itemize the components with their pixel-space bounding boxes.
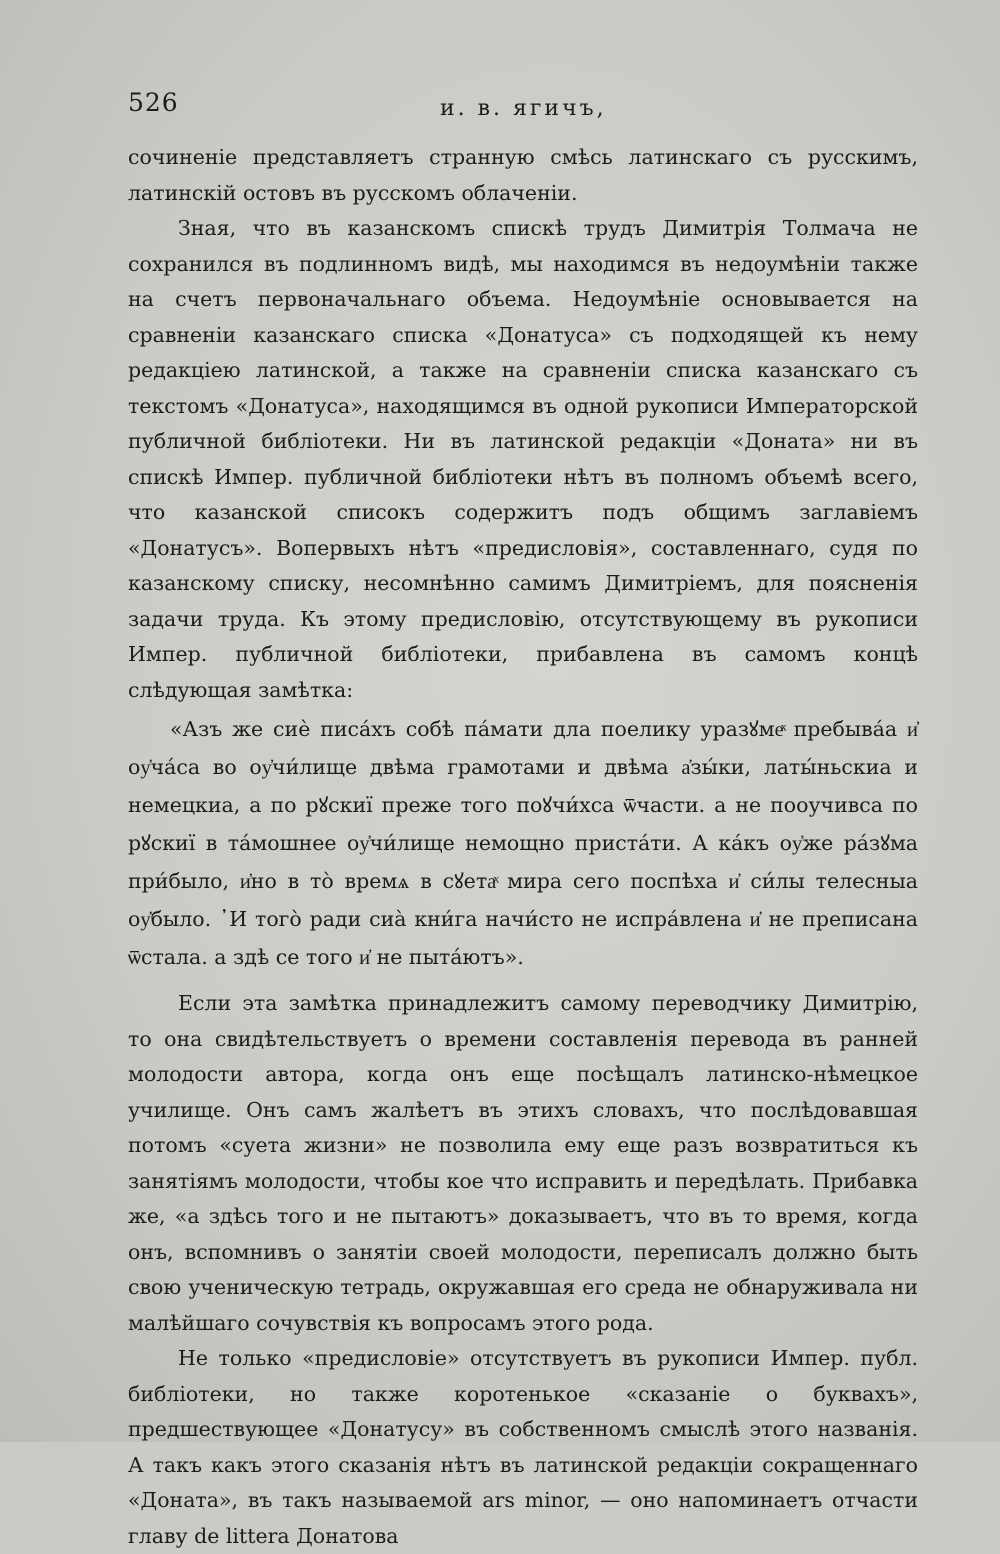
body-text [128,140,918,1554]
paragraph-continuation: сочиненіе представляетъ странную смѣсь латинскаго съ русскимъ, латинскій остовъ въ русскомъ облаченіи. [128,145,918,205]
paragraph-kazan-list: Зная, что въ казанскомъ спискѣ трудъ Димитрія Толмача не сохранился въ подлинномъ видѣ, мы находимся въ недоумѣніи также на счетъ первоначальнаго объема. Недоумѣніе основывается на сравненіи казанскаго списка «Донатуса» съ подходящей къ нему редакціею латинской, а также на сравненіи списка казанскаго съ текстомъ «Донатуса», находящимся въ одной рукописи Императорской публичной библіотеки. Ни въ латинской редакціи «Доната» ни въ спискѣ Импер. публичной библіотеки нѣтъ въ полномъ объемѣ всего, что казанской списокъ содержитъ подъ общимъ заглавіемъ «Донатусъ». Вопервыхъ нѣтъ «предисловія», составленнаго, судя по казанскому списку, несомнѣнно самимъ Димитріемъ, для поясненія задачи труда. Къ этому предисловію, отсутствующему въ рукописи Импер. публичной библіотеки, прибавлена въ самомъ концѣ слѣдующая замѣтка: [128,216,918,702]
running-head: и. в. ягичъ, [440,96,607,121]
paragraph-preface: Не только «предисловіе» отсутствуетъ въ рукописи Импер. публ. библіотеки, но также коротенькое «сказаніе о буквахъ», предшествующее «Донатусу» въ собственномъ смыслѣ этого названія. А такъ какъ этого сказанія нѣтъ въ латинской редакціи сокращеннаго «Доната», въ такъ называемой ars minor, — оно напоминаетъ отчасти главу de littera Донатова [128,1346,918,1548]
paragraph-translator: Если эта замѣтка принадлежитъ самому переводчику Димитрію, то она свидѣтельствуетъ о времени составленія перевода въ ранней молодости автора, когда онъ еще посѣщалъ латинско-нѣмецкое училище. Онъ самъ жалѣетъ въ этихъ словахъ, что послѣдовавшая потомъ «суета жизни» не позволила ему еще разъ возвратиться къ занятіямъ молодости, чтобы кое что исправить и передѣлать. Прибавка же, «а здѣсь того и не пытаютъ» доказываетъ, что въ то время, когда онъ, вспомнивъ о занятіи своей молодости, переписалъ должно быть свою ученическую тетрадь, окружавшая его среда не обнаруживала ни малѣйшаго сочувствія къ вопросамъ этого рода. [128,991,918,1335]
page-number: 526 [128,88,179,117]
quoted-note: «Азъ же сиѐ писа́хъ собѣ па́мати дла поелику уразꙋмеͯ пребыва́а и҆ оу҆ча́са во оу҆чи́лище двѣма грамотами и двѣма а҆зы́ки, латы́ньскиа и немецкиа, а по рꙋскиї преже того поꙋчи́хса ѿчасти. а не пооучивса по рꙋскиї в та́мошнее оу҆чи́лище немощно приста́ти. А ка́къ оу҆же ра́зꙋма при́было, и҆но в то̀ времѧ в сꙋетаͯ мира сего поспѣха и҆ си́лы телесныа оу҆было. ᾿И того̀ ради сиа̀ кни́га начи́сто не испра́влена и҆ не преписана ѿстала. а здѣ се того и҆ не пыта́ютъ». [128,717,918,969]
